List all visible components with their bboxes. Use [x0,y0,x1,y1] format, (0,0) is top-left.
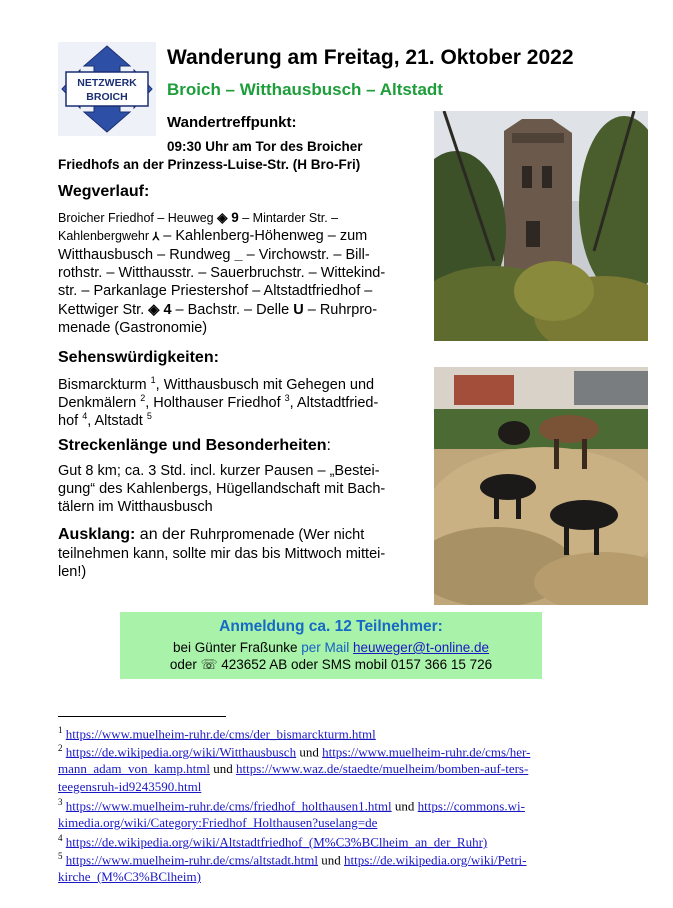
sights-heading: Sehenswürdigkeiten: [58,349,219,366]
route-line: menade (Gastronomie) [58,320,208,336]
footnote-2-cont: mann_adam_von_kamp.html und https://www.waz.de/staedte/muelheim/bomben-auf-ters- [58,761,529,776]
footnote-link[interactable]: kimedia.org/wiki/Category:Friedhof_Holthausen?uselang=de [58,815,378,830]
length-line: tälern im Witthausbusch [58,499,213,515]
footnote-link[interactable]: https://de.wikipedia.org/wiki/Petri- [344,852,527,868]
closing-line: len!) [58,564,87,580]
logo-text-line1: NETZWERK [77,77,137,89]
footnote-link[interactable]: https://www.muelheim-ruhr.de/cms/friedhof_holthausen1.html [65,798,392,814]
page-title: Wanderung am Freitag, 21. Oktober 2022 [167,46,574,69]
registration-phone: oder ☏ 423652 AB oder SMS mobil 0157 366 15 726 [169,657,493,672]
footnote-3: $^3$ https://www.muelheim-ruhr.de/cms/friedhof_holthausen1.html und https://commons.wi- [58,797,525,814]
footnote-link[interactable]: mann_adam_von_kamp.html [58,761,211,776]
route-line: Witthausbusch – Rundweg _ – Virchowstr. – Bill- [58,247,370,263]
route-line: rothstr. – Witthausstr. – Sauerbruchstr. – Wittekind- [58,265,386,281]
footnote-4: $^4$ https://de.wikipedia.org/wiki/Altstadtfriedhof_(M%C3%BClheim_an_der_Ruhr) [58,833,488,850]
meeting-point-heading: Wandertreffpunkt: [167,114,297,131]
route-heading: Wegverlauf: [58,183,150,200]
length-line: gung“ des Kahlenbergs, Hügellandschaft mit Bach- [58,481,386,497]
closing-label: Ausklang: [58,526,136,543]
route-marker-rundweg: _ [234,247,243,263]
length-heading: Streckenlänge und Besonderheiten: [58,437,331,454]
tower-photo [434,111,648,341]
logo-arrows-graphic [58,42,156,136]
length-line: Gut 8 km; ca. 3 Std. incl. kurzer Pausen – „Bestei- [58,463,380,479]
footnote-link[interactable]: teegensruh-id9243590.html [58,779,202,794]
sights-line: Bismarckturm $^1$, Witthausbusch mit Gehegen und [58,375,375,393]
registration-heading: Anmeldung ca. 12 Teilnehmer: [219,618,443,635]
footnote-link[interactable]: https://de.wikipedia.org/wiki/Witthausbusch [65,744,297,760]
footnote-2-cont [58,779,201,795]
footnote-link[interactable]: https://www.muelheim-ruhr.de/cms/her- [322,744,531,760]
logo-text-line2: BROICH [86,91,128,103]
route-marker-u: U [293,302,304,318]
footnote-link[interactable]: kirche_(M%C3%BClheim) [58,869,201,884]
meeting-point-time: 09:30 Uhr am Tor des Broicher [167,139,363,154]
route-marker-wehr: ⅄ [152,231,160,243]
footnote-1: $^1$ https://www.muelheim-ruhr.de/cms/der_bismarckturm.html [58,725,376,742]
route-marker-4: ◈ 4 [148,302,172,318]
sights-line: Denkmälern $^2$, Holthauser Friedhof $^3$, Altstadtfried- [58,393,379,411]
route-line: Kettwiger Str. ◈ 4 – Bachstr. – Delle U – Ruhrpro- [58,302,378,318]
netzwerk-broich-logo [58,42,156,136]
meeting-point-location: Friedhofs an der Prinzess-Luise-Str. (H Bro-Fri) [58,157,361,172]
footnote-link[interactable]: https://www.muelheim-ruhr.de/cms/altstadt.html [65,852,319,868]
sights-line: hof $^4$, Altstadt $^5$ [58,411,152,429]
route-marker-9: ◈ 9 [217,210,239,225]
email-link[interactable]: heuweger@t-online.de [353,640,490,655]
closing-line: Ausklang: an der Ruhrpromenade (Wer nicht [58,526,365,543]
registration-box [120,612,542,679]
route-line: Kahlenbergwehr ⅄ – Kahlenberg-Höhenweg – zum [58,228,368,244]
footnote-link[interactable]: https://commons.wi- [417,798,525,814]
footnote-5: $^5$ https://www.muelheim-ruhr.de/cms/altstadt.html und https://de.wikipedia.org/wiki/Petri- [58,851,527,868]
footnote-5-cont [58,869,201,885]
footnote-2: $^2$ https://de.wikipedia.org/wiki/Witthausbusch und https://www.muelheim-ruhr.de/cms/her- [58,743,531,760]
closing-line: teilnehmen kann, sollte mir das bis Mittwoch mittei- [58,546,386,562]
footnote-link[interactable]: https://de.wikipedia.org/wiki/Altstadtfriedhof_(M%C3%BClheim_an_der_Ruhr) [65,834,488,850]
footnote-link[interactable]: https://www.waz.de/staedte/muelheim/bomben-auf-ters- [236,761,529,776]
registration-contact: bei Günter Fraßunke per Mail heuweger@t-online.de [172,640,490,655]
footnote-separator [58,716,226,717]
route-line: Broicher Friedhof – Heuweg ◈ 9 – Mintarder Str. – [58,210,339,225]
footnote-3-cont [58,815,377,831]
footnote-link[interactable]: https://www.muelheim-ruhr.de/cms/der_bismarckturm.html [65,726,376,742]
route-line: str. – Parkanlage Priestershof – Altstadtfriedhof – [58,283,373,299]
goats-photo [434,367,648,605]
route-subtitle: Broich – Witthausbusch – Altstadt [167,80,443,99]
